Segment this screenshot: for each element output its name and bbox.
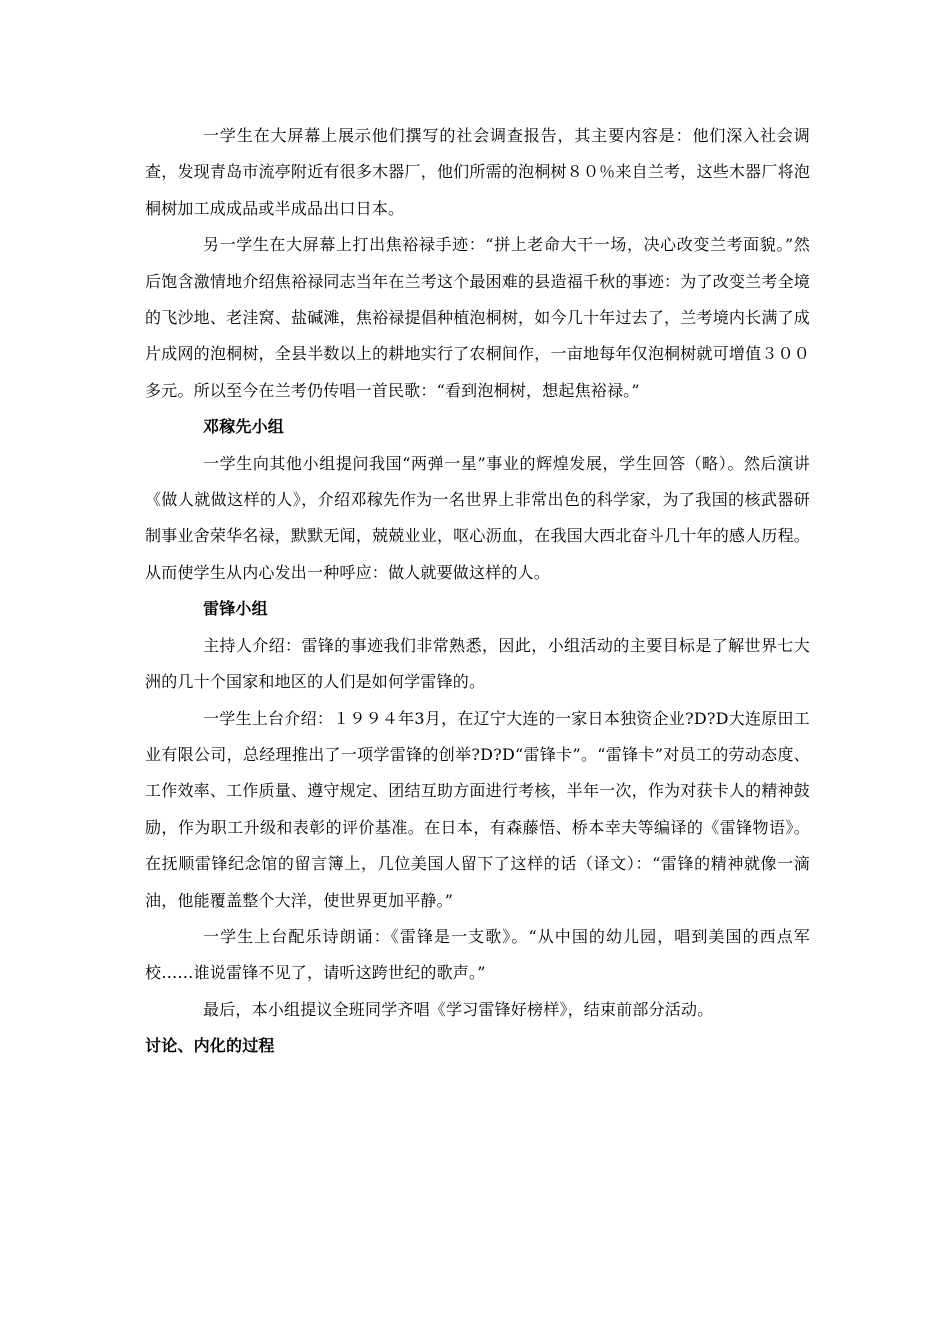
document-page xyxy=(145,118,810,1065)
paragraph-closing-song: 最后，本小组提议全班同学齐唱《学习雷锋好榜样》，结束前部分活动。 xyxy=(203,999,714,1019)
paragraph-deng-jiaxian: 一学生向其他小组提问我国“两弹一星”事业的辉煌发展，学生回答（略）。然后演讲《做人就做这样的人》，介绍邓稼先作为一名世界上非常出色的科学家，为了我国的核武器研制事业舍荣华名禄，默默无闻，兢兢业业，呕心沥血，在我国大西北奋斗几十年的感人历程。从而使学生从内心发出一种呼应：做人就要做这样的人。 xyxy=(145,453,810,582)
heading-lei-feng-group: 雷锋小组 xyxy=(203,599,268,619)
heading-deng-jiaxian-group: 邓稼先小组 xyxy=(203,417,285,437)
paragraph-survey-report: 一学生在大屏幕上展示他们撰写的社会调查报告，其主要内容是：他们深入社会调查，发现青岛市流亭附近有很多木器厂，他们所需的泡桐树８０％来自兰考，这些木器厂将泡桐树加工成成品或半成品出口日本。 xyxy=(145,126,810,218)
paragraph-lei-feng-card: 一学生上台介绍：１９９４年3月，在辽宁大连的一家日本独资企业?D?D大连原田工业有限公司，总经理推出了一项学雷锋的创举?D?D“雷锋卡”。“雷锋卡”对员工的劳动态度、工作效率、工作质量、遵守规定、团结互助方面进行考核，半年一次，作为对获卡人的精神鼓励，作为职工升级和表彰的评价基准。在日本，有森藤悟、桥本幸夫等编译的《雷锋物语》。在抚顺雷锋纪念馆的留言簿上，几位美国人留下了这样的话（译文）：“雷锋的精神就像一滴油，他能覆盖整个大洋，使世界更加平静。” xyxy=(145,708,810,910)
heading-discussion: 讨论、内化的过程 xyxy=(145,1036,275,1056)
paragraph-host-intro: 主持人介绍：雷锋的事迹我们非常熟悉，因此，小组活动的主要目标是了解世界七大洲的几十个国家和地区的人们是如何学雷锋的。 xyxy=(145,635,810,692)
paragraph-jiao-yulu: 另一学生在大屏幕上打出焦裕禄手迹：“拼上老命大干一场，决心改变兰考面貌。”然后饱含激情地介绍焦裕禄同志当年在兰考这个最困难的县造福千秋的事迹：为了改变兰考全境的飞沙地、老洼窝、盐碱滩，焦裕禄提倡种植泡桐树，如今几十年过去了，兰考境内长满了成片成网的泡桐树，全县半数以上的耕地实行了农桐间作，一亩地每年仅泡桐树就可增值３００多元。所以至今在兰考仍传唱一首民歌：“看到泡桐树，想起焦裕禄。” xyxy=(145,235,810,400)
paragraph-poem-recital: 一学生上台配乐诗朗诵：《雷锋是一支歌》。“从中国的幼儿园，唱到美国的西点军校……谁说雷锋不见了，请听这跨世纪的歌声。” xyxy=(145,926,810,983)
